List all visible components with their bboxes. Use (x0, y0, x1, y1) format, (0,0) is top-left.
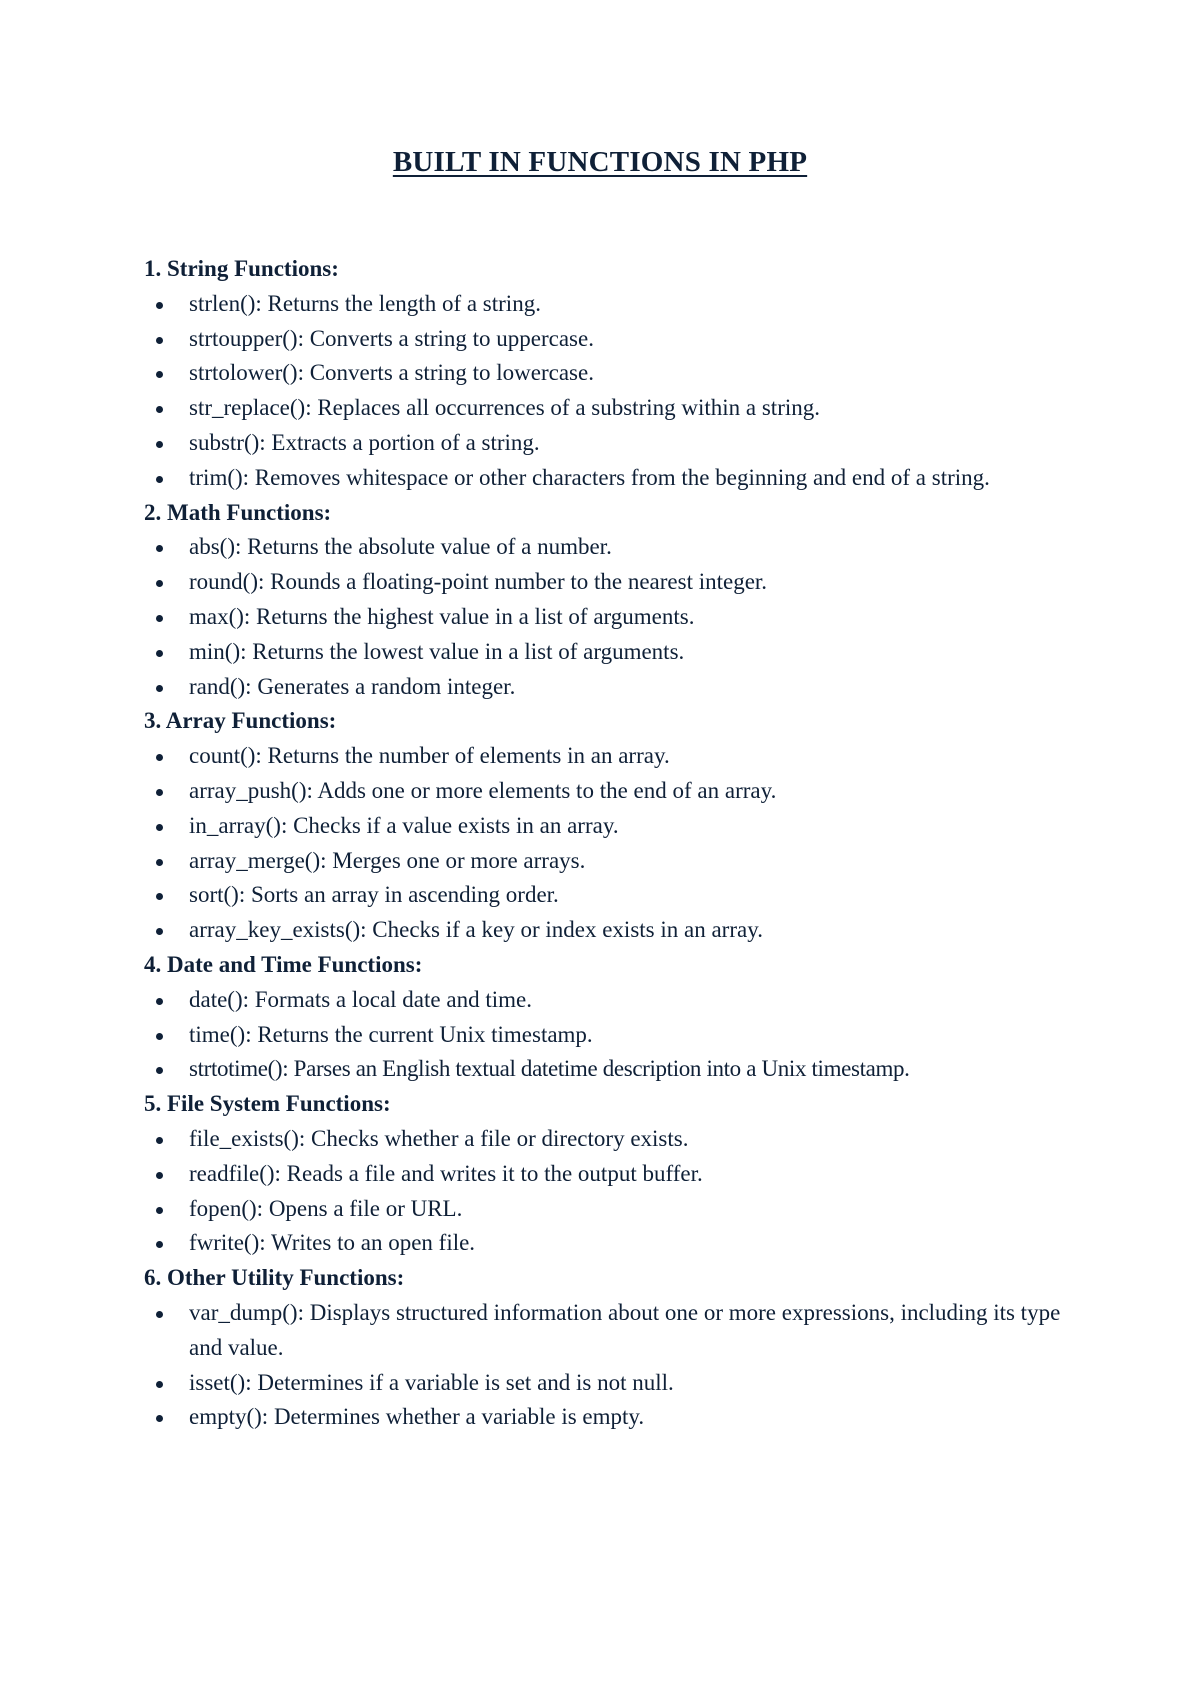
list-item (144, 878, 1064, 913)
list-item (144, 356, 1064, 391)
list-item (144, 565, 1064, 600)
section-heading: 5. File System Functions: (144, 1091, 391, 1117)
list-item (144, 809, 1064, 844)
list-item-text: strlen(): Returns the length of a string. (189, 290, 541, 316)
bullet-icon (156, 893, 163, 900)
list-item (144, 391, 1064, 426)
section-heading: 6. Other Utility Functions: (144, 1265, 405, 1291)
function-list (144, 287, 1064, 496)
bullet-icon (156, 1241, 163, 1248)
list-item (144, 322, 1064, 357)
function-list (144, 1296, 1064, 1435)
list-item-text: in_array(): Checks if a value exists in an array. (189, 812, 619, 838)
list-item (144, 774, 1064, 809)
list-item (144, 1122, 1064, 1157)
bullet-icon (156, 754, 163, 761)
bullet-icon (156, 1033, 163, 1040)
list-item-text: sort(): Sorts an array in ascending order. (189, 882, 559, 908)
section-heading: 1. String Functions: (144, 256, 339, 281)
bullet-icon (156, 545, 163, 552)
section-heading: 4. Date and Time Functions: (144, 951, 423, 977)
list-item-text: strtolower(): Converts a string to lowercase. (189, 360, 594, 386)
page-title: BUILT IN FUNCTIONS IN PHP (392, 146, 808, 178)
list-item-text: time(): Returns the current Unix timestamp. (189, 1021, 593, 1047)
list-item (144, 844, 1064, 879)
list-item (144, 1157, 1064, 1192)
list-item-text: empty(): Determines whether a variable is empty. (189, 1404, 645, 1430)
list-item-text: count(): Returns the number of elements in an array. (189, 743, 670, 769)
list-item-text: array_push(): Adds one or more elements to the end of an array. (189, 777, 777, 803)
bullet-icon (156, 650, 163, 657)
bullet-icon (156, 371, 163, 378)
list-item-text: abs(): Returns the absolute value of a number. (189, 534, 612, 560)
list-item-text: date(): Formats a local date and time. (189, 986, 532, 1012)
list-item (144, 600, 1064, 635)
list-item (144, 635, 1064, 670)
list-item-text: str_replace(): Replaces all occurrences of a substring within a string. (189, 395, 820, 421)
bullet-icon (156, 406, 163, 413)
list-item (144, 1296, 1064, 1366)
list-item-text: strtotime(): Parses an English textual datetime description into a Unix timestamp. (189, 1056, 910, 1082)
section-heading: 3. Array Functions: (144, 708, 337, 734)
bullet-icon (156, 1172, 163, 1179)
list-item-text: array_key_exists(): Checks if a key or index exists in an array. (189, 917, 763, 943)
section-math-functions (144, 496, 1064, 705)
list-item-text: fopen(): Opens a file or URL. (189, 1195, 463, 1221)
list-item-text: trim(): Removes whitespace or other characters from the beginning and end of a string. (189, 464, 990, 490)
function-list (144, 983, 1064, 1087)
bullet-icon (156, 580, 163, 587)
bullet-icon (156, 1381, 163, 1388)
list-item-text: substr(): Extracts a portion of a string. (189, 429, 540, 455)
list-item-text: strtoupper(): Converts a string to uppercase. (189, 325, 594, 351)
list-item-text: isset(): Determines if a variable is set and is not null. (189, 1369, 674, 1395)
list-item-text: readfile(): Reads a file and writes it to the output buffer. (189, 1160, 703, 1186)
list-item (144, 426, 1064, 461)
list-item-text: var_dump(): Displays structured information about one or more expressions, including its type and value. (189, 1299, 1061, 1360)
section-array-functions (144, 704, 1064, 948)
bullet-icon (156, 685, 163, 692)
list-item (144, 913, 1064, 948)
function-list (144, 739, 1064, 948)
bullet-icon (156, 1067, 163, 1074)
list-item (144, 670, 1064, 705)
bullet-icon (156, 998, 163, 1005)
bullet-icon (156, 859, 163, 866)
list-item (144, 1018, 1064, 1053)
list-item (144, 530, 1064, 565)
list-item-text: fwrite(): Writes to an open file. (189, 1230, 476, 1256)
bullet-icon (156, 302, 163, 309)
list-item-text: min(): Returns the lowest value in a list of arguments. (189, 638, 685, 664)
bullet-icon (156, 1137, 163, 1144)
list-item-text: rand(): Generates a random integer. (189, 673, 516, 699)
list-item (144, 287, 1064, 322)
bullet-icon (156, 1415, 163, 1422)
function-list (144, 530, 1064, 704)
list-item (144, 1366, 1064, 1401)
bullet-icon (156, 476, 163, 483)
section-other-utility-functions (144, 1261, 1064, 1435)
bullet-icon (156, 615, 163, 622)
section-file-system-functions (144, 1087, 1064, 1261)
bullet-icon (156, 337, 163, 344)
section-string-functions (144, 252, 1064, 496)
list-item (144, 1400, 1064, 1435)
list-item-text: file_exists(): Checks whether a file or directory exists. (189, 1125, 689, 1151)
bullet-icon (156, 789, 163, 796)
list-item-text: array_merge(): Merges one or more arrays. (189, 847, 586, 873)
list-item-text: round(): Rounds a floating-point number to the nearest integer. (189, 569, 768, 595)
list-item (144, 1226, 1064, 1261)
list-item (144, 461, 1064, 496)
bullet-icon (156, 1311, 163, 1318)
bullet-icon (156, 441, 163, 448)
list-item (144, 739, 1064, 774)
list-item (144, 983, 1064, 1018)
list-item-text: max(): Returns the highest value in a list of arguments. (189, 603, 695, 629)
document-body (144, 252, 1064, 1435)
list-item (144, 1192, 1064, 1227)
function-list (144, 1122, 1064, 1261)
list-item (144, 1052, 1064, 1087)
section-heading: 2. Math Functions: (144, 499, 332, 525)
bullet-icon (156, 1207, 163, 1214)
bullet-icon (156, 824, 163, 831)
bullet-icon (156, 928, 163, 935)
section-date-time-functions (144, 948, 1064, 1087)
